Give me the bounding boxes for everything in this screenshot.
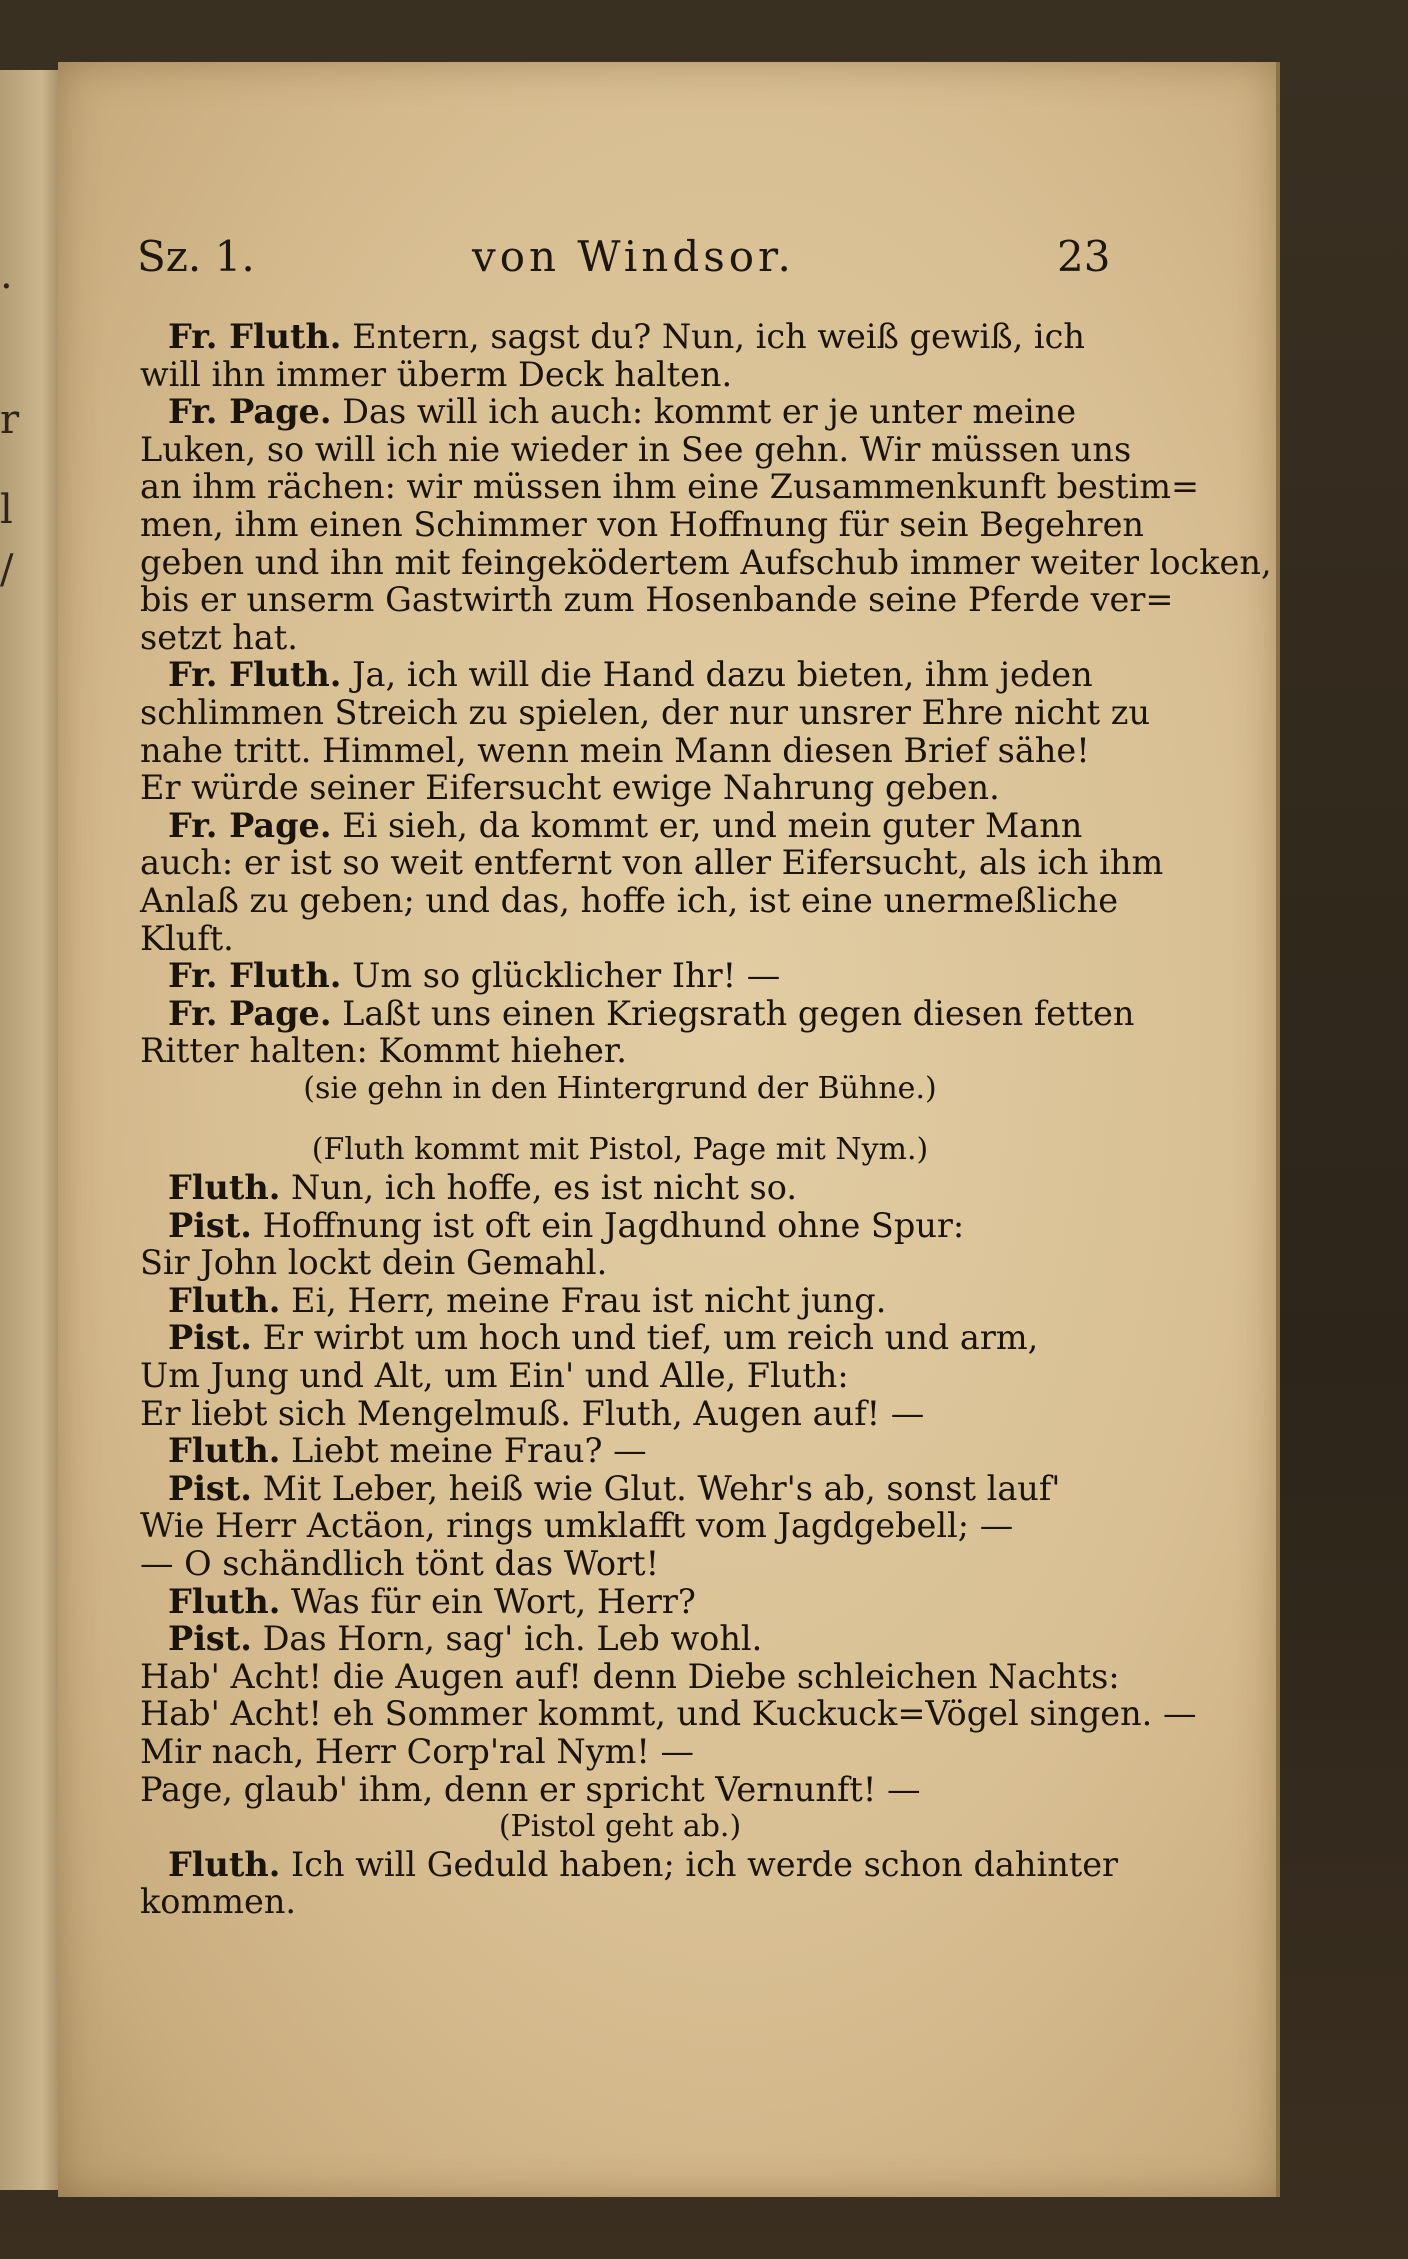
speaker-name: Fluth. <box>168 1280 281 1320</box>
line-text: Laßt uns einen Kriegsrath gegen diesen fetten <box>331 993 1135 1033</box>
text-line <box>140 880 1119 920</box>
text-line <box>140 692 1151 732</box>
text-line <box>140 1357 1100 1395</box>
line-text: Hab' Acht! eh Sommer kommt, und Kuckuck=Vögel singen. — <box>140 1694 1197 1734</box>
text-line <box>140 769 1100 807</box>
line-text: nahe tritt. Himmel, wenn mein Mann diesen Brief sähe! <box>140 730 1090 770</box>
speaker-name: Pist. <box>168 1318 252 1358</box>
left-page-mark: / <box>0 547 14 593</box>
line-text: Er wirbt um hoch und tief, um reich und arm, <box>251 1318 1039 1358</box>
text-line <box>140 1395 1100 1433</box>
line-text: Ei, Herr, meine Frau ist nicht jung. <box>280 1280 887 1320</box>
text-line <box>140 580 1174 620</box>
text-line <box>140 1694 1197 1734</box>
line-text: bis er unserm Gastwirth zum Hosenbande seine Pferde ver= <box>140 580 1174 620</box>
line-text: Mir nach, Herr Corp'ral Nym! — <box>140 1731 695 1771</box>
stage-direction <box>140 1131 1100 1169</box>
stage-direction <box>140 1070 1100 1108</box>
line-text: Liebt meine Frau? — <box>280 1431 647 1471</box>
text-line <box>140 429 1132 469</box>
stage-direction <box>140 1808 1100 1846</box>
line-text: Er würde seiner Eifersucht ewige Nahrung geben. <box>140 768 1000 808</box>
scene-label: Sz. 1. <box>137 232 255 281</box>
page-number: 23 <box>1057 232 1111 281</box>
text-line <box>140 1107 1100 1131</box>
left-page-mark: r <box>0 397 20 443</box>
line-text: Ich will Geduld haben; ich werde schon dahinter <box>280 1844 1119 1884</box>
speaker-name: Fr. Page. <box>168 392 332 432</box>
text-line <box>140 1032 1100 1070</box>
line-text: schlimmen Streich zu spielen, der nur unsrer Ehre nicht zu <box>140 692 1151 732</box>
left-page-edge <box>0 70 63 2190</box>
text-line <box>140 619 1100 657</box>
text-line <box>140 467 1200 507</box>
speaker-name: Fluth. <box>168 1431 281 1471</box>
dialogue-line <box>140 393 1100 431</box>
line-text: Kluft. <box>140 918 234 958</box>
speaker-name: Pist. <box>168 1619 252 1659</box>
speaker-name: Fr. Fluth. <box>168 956 342 996</box>
line-text: Ja, ich will die Hand dazu bieten, ihm jeden <box>341 655 1093 695</box>
text-line <box>140 1733 1100 1771</box>
line-text: Was für ein Wort, Herr? <box>280 1581 696 1621</box>
text-line <box>140 1545 1100 1583</box>
dialogue-line <box>140 807 1100 845</box>
line-text: Das Horn, sag' ich. Leb wohl. <box>251 1619 763 1659</box>
line-text: — O schändlich tönt das Wort! <box>140 1544 660 1583</box>
speaker-name: Fr. Page. <box>168 993 332 1033</box>
line-text: (Pistol geht ab.) <box>498 1809 742 1845</box>
line-text: will ihn immer überm Deck halten. <box>140 354 733 394</box>
line-text: Das will ich auch: kommt er je unter meine <box>331 392 1077 432</box>
page-header <box>82 232 1112 292</box>
speaker-name: Fluth. <box>168 1168 281 1208</box>
speaker-name: Fr. Page. <box>168 805 332 845</box>
line-text: Um Jung und Alt, um Ein' und Alle, Fluth: <box>140 1356 849 1396</box>
dialogue-line <box>140 1470 1100 1508</box>
line-text: (Fluth kommt mit Pistol, Page mit Nym.) <box>311 1132 929 1168</box>
speaker-name: Fr. Fluth. <box>168 317 342 356</box>
dialogue-line <box>140 957 1100 995</box>
speaker-name: Pist. <box>168 1468 252 1508</box>
line-text: setzt hat. <box>140 617 298 657</box>
dialogue-line <box>140 993 1135 1033</box>
dialogue-line <box>140 1169 1100 1207</box>
line-text: geben und ihn mit feingeködertem Aufschub immer weiter locken, <box>140 542 1272 582</box>
dialogue-line <box>140 1620 1100 1658</box>
line-text: (sie gehn in den Hintergrund der Bühne.) <box>303 1070 937 1106</box>
dialogue-line <box>140 1319 1100 1357</box>
dialogue-line <box>140 1432 1100 1470</box>
dialogue-line <box>140 1583 1100 1621</box>
line-text: Ritter halten: Kommt hieher. <box>140 1031 627 1071</box>
text-line <box>140 843 1164 883</box>
line-text: Er liebt sich Mengelmuß. Fluth, Augen auf! — <box>140 1393 925 1433</box>
line-text: Luken, so will ich nie wieder in See gehn. Wir müssen uns <box>140 429 1132 469</box>
line-text: an ihm rächen: wir müssen ihm eine Zusammenkunft bestim= <box>140 467 1200 507</box>
line-text: auch: er ist so weit entfernt von aller Eifersucht, als ich ihm <box>140 843 1164 883</box>
line-text: Nun, ich hoffe, es ist nicht so. <box>280 1168 797 1208</box>
text-line <box>140 1656 1120 1696</box>
speaker-name: Pist. <box>168 1205 252 1245</box>
running-title: von Windsor. <box>472 232 795 281</box>
text-line <box>140 1507 1100 1545</box>
text-line <box>140 920 1100 958</box>
line-text: Ei sieh, da kommt er, und mein guter Mann <box>331 805 1083 845</box>
line-text: men, ihm einen Schimmer von Hoffnung für sein Begehren <box>140 504 1144 544</box>
dialogue-line <box>140 318 1100 356</box>
dialogue-line <box>140 1282 1100 1320</box>
play-text <box>140 317 1272 1922</box>
speaker-name: Fr. Fluth. <box>168 655 342 695</box>
line-text: Hab' Acht! die Augen auf! denn Diebe schleichen Nachts: <box>140 1656 1120 1696</box>
text-line <box>140 1244 1100 1282</box>
text-line <box>140 542 1272 582</box>
dialogue-line <box>140 1844 1119 1884</box>
text-line <box>140 1883 1100 1921</box>
speaker-name: Fluth. <box>168 1581 281 1621</box>
line-text: Sir John lockt dein Gemahl. <box>140 1243 608 1283</box>
line-text: Mit Leber, heiß wie Glut. Wehr's ab, sonst lauf' <box>251 1468 1061 1508</box>
line-text: kommen. <box>140 1882 297 1922</box>
line-text: Wie Herr Actäon, rings umklafft vom Jagdgebell; — <box>140 1506 1014 1546</box>
text-line <box>140 1771 1100 1809</box>
line-text: Entern, sagst du? Nun, ich weiß gewiß, ich <box>341 317 1085 356</box>
text-line <box>140 356 1100 394</box>
speaker-name: Fluth. <box>168 1844 281 1884</box>
dialogue-line <box>140 1207 1100 1245</box>
line-text: Hoffnung ist oft ein Jagdhund ohne Spur: <box>251 1205 965 1245</box>
left-page-mark: . <box>0 252 13 298</box>
left-page-mark: l <box>0 487 13 533</box>
line-text: Anlaß zu geben; und das, hoffe ich, ist eine unermeßliche <box>140 880 1119 920</box>
line-text: Page, glaub' ihm, denn er spricht Vernunft! — <box>140 1769 921 1809</box>
text-line <box>140 504 1144 544</box>
text-line <box>140 732 1100 770</box>
dialogue-line <box>140 656 1100 694</box>
line-text: Um so glücklicher Ihr! — <box>341 956 781 996</box>
